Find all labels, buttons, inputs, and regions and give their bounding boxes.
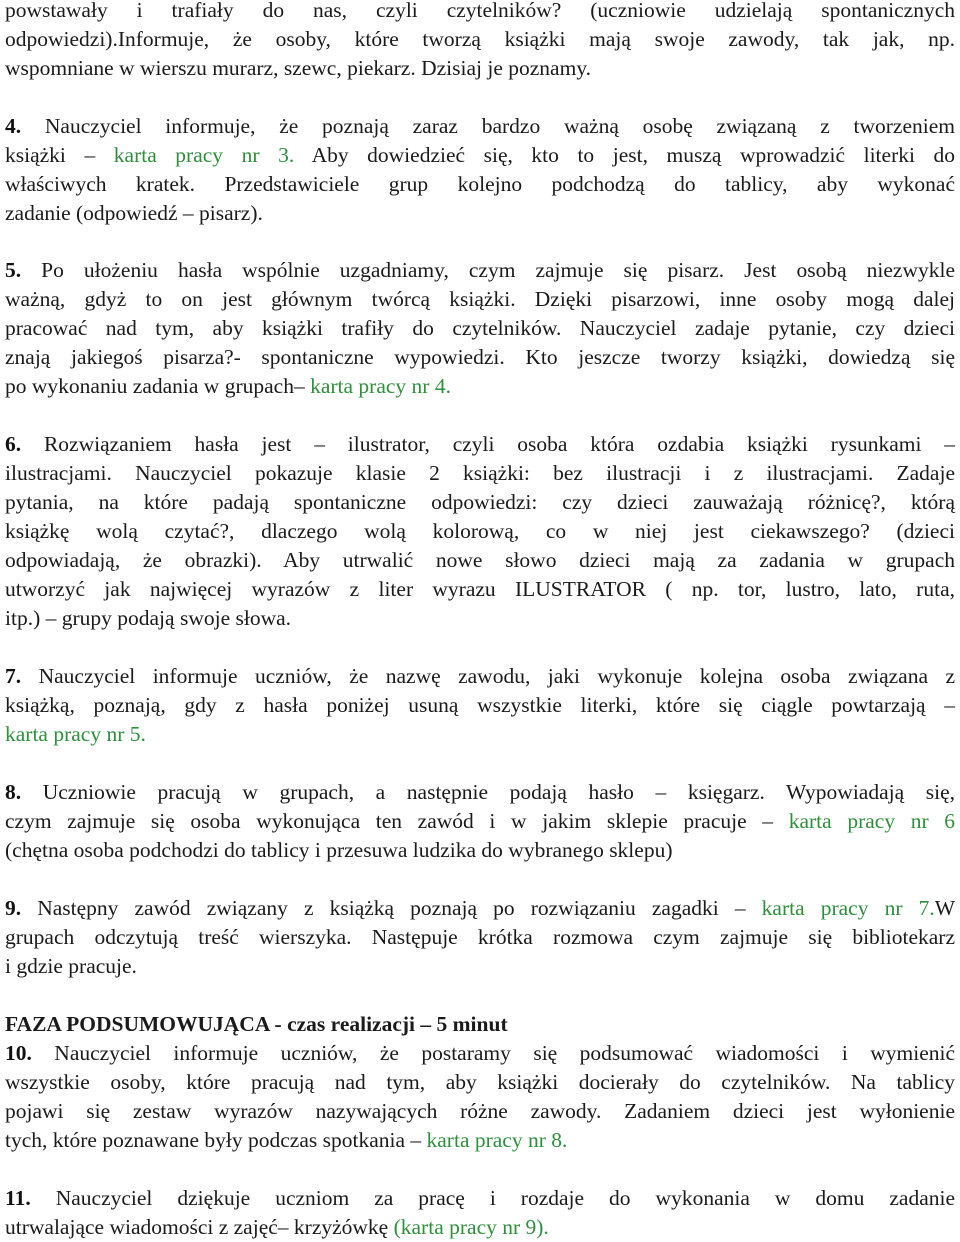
worksheet-reference: karta pracy nr 4.	[310, 374, 451, 398]
text-line	[5, 894, 955, 923]
step-5-paragraph	[5, 256, 955, 401]
text-span: książki –	[5, 143, 96, 167]
text-line: ważną, gdyż to on jest głównym twórcą książki. Dzięki pisarzowi, inne osoby mogą dalej	[5, 287, 955, 311]
step-10-paragraph	[5, 1039, 955, 1155]
step-number: 4.	[5, 114, 22, 138]
worksheet-reference: karta pracy nr 3.	[113, 143, 295, 167]
text-line: znają jakiegoś pisarza?- spontaniczne wypowiedzi. Kto jeszcze tworzy książki, dowiedzą się	[5, 345, 955, 369]
text-line	[5, 1039, 955, 1068]
text-line: właściwych kratek. Przedstawiciele grup kolejno podchodzą do tablicy, aby wykonać	[5, 172, 955, 196]
text-span: W	[934, 896, 955, 920]
step-number: 11.	[5, 1186, 31, 1210]
text-span: utrwalające wiadomości z zajęć– krzyżówkę	[5, 1215, 389, 1239]
text-span: Aby dowiedzieć się, kto to jest, muszą wprowadzić literki do	[311, 143, 956, 167]
text-span: Nauczyciel dziękuje uczniom za pracę i rozdaje do wykonania w domu zadanie	[55, 1186, 955, 1210]
text-line: utworzyć jak najwięcej wyrazów z liter wyrazu ILUSTRATOR ( np. tor, lustro, lato, ruta,	[5, 577, 955, 601]
text-line	[5, 256, 955, 285]
text-line: pytania, na które padają spontaniczne odpowiedzi: czy dzieci zauważają różnicę?, którą	[5, 490, 955, 514]
text-span: po wykonaniu zadania w grupach–	[5, 374, 305, 398]
text-line	[5, 720, 955, 749]
text-line: ilustracjami. Nauczyciel pokazuje klasie 2 książki: bez ilustracji i z ilustracjami. Zadaje	[5, 461, 955, 485]
step-11-paragraph	[5, 1184, 955, 1242]
step-9-paragraph	[5, 894, 955, 981]
text-line: odpowiadają, że obrazki). Aby utrwalić nowe słowo dzieci mają za zadania w grupach	[5, 548, 955, 572]
step-7-paragraph	[5, 662, 955, 749]
text-span: Nauczyciel informuje uczniów, że nazwę zawodu, jaki wykonuje kolejna osoba związana z	[38, 664, 955, 688]
step-number: 9.	[5, 896, 22, 920]
section-heading: FAZA PODSUMOWUJĄCA - czas realizacji – 5 minut	[5, 1012, 508, 1036]
worksheet-reference: karta pracy nr 7.	[761, 896, 935, 920]
text-line	[5, 1184, 955, 1213]
text-line	[5, 1126, 955, 1155]
worksheet-reference: (karta pracy nr 9).	[393, 1215, 549, 1239]
text-line: (chętna osoba podchodzi do tablicy i przesuwa ludzika do wybranego sklepu)	[5, 838, 673, 862]
summary-section	[5, 1010, 955, 1039]
text-line: powstawały i trafiały do nas, czyli czytelników? (uczniowie udzielają spontanicznych	[5, 0, 955, 22]
text-line	[5, 1213, 955, 1242]
step-number: 10.	[5, 1041, 32, 1065]
worksheet-reference: karta pracy nr 8.	[426, 1128, 568, 1152]
text-span: czym zajmuje się osoba wykonująca ten zawód i w jakim sklepie pracuje –	[5, 809, 774, 833]
text-line	[5, 141, 955, 170]
text-line: zadanie (odpowiedź – pisarz).	[5, 201, 263, 225]
text-line: wszystkie osoby, które pracują nad tym, aby książki docierały do czytelników. Na tablicy	[5, 1070, 955, 1094]
text-line: itp.) – grupy podają swoje słowa.	[5, 606, 292, 630]
text-line: i gdzie pracuje.	[5, 954, 137, 978]
text-span: Po ułożeniu hasła wspólnie uzgadniamy, czym zajmuje się pisarz. Jest osobą niezwykle	[41, 258, 955, 282]
step-number: 7.	[5, 664, 22, 688]
text-line: pojawi się zestaw wyrazów nazywających różne zawody. Zadaniem dzieci jest wyłonienie	[5, 1099, 955, 1123]
step-6-paragraph	[5, 430, 955, 633]
step-number: 6.	[5, 432, 22, 456]
worksheet-reference: karta pracy nr 6	[788, 809, 956, 833]
text-span: Rozwiązaniem hasła jest – ilustrator, czyli osoba która ozdabia książki rysunkami –	[43, 432, 956, 456]
step-number: 5.	[5, 258, 22, 282]
text-line: odpowiedzi).Informuje, że osoby, które tworzą książki mają swoje zawody, tak jak, np.	[5, 27, 955, 51]
text-line: wspomniane w wierszu murarz, szewc, piekarz. Dzisiaj je poznamy.	[5, 56, 592, 80]
text-span: Uczniowie pracują w grupach, a następnie podają hasło – księgarz. Wypowiadają się,	[42, 780, 955, 804]
text-line	[5, 372, 955, 401]
step-number: 8.	[5, 780, 22, 804]
text-line	[5, 778, 955, 807]
text-line	[5, 112, 955, 141]
text-line	[5, 662, 955, 691]
text-line: grupach odczytują treść wierszyka. Następuje krótka rozmowa czym zajmuje się bibliotekarz	[5, 925, 955, 949]
step-4-paragraph	[5, 112, 955, 228]
text-line	[5, 430, 955, 459]
intro-paragraph	[5, 0, 955, 83]
text-line: książką, poznają, gdy z hasła poniżej usuną wszystkie literki, które się ciągle powtarzają –	[5, 693, 955, 717]
text-line: pracować nad tym, aby książki trafiły do czytelników. Nauczyciel zadaje pytanie, czy dzieci	[5, 316, 955, 340]
text-span: Nauczyciel informuje uczniów, że postaramy się podsumować wiadomości i wymienić	[54, 1041, 955, 1065]
text-line	[5, 807, 955, 836]
text-line: książkę wolą czytać?, dlaczego wolą kolorową, co w niej jest ciekawszego? (dzieci	[5, 519, 955, 543]
text-span: Nauczyciel informuje, że poznają zaraz bardzo ważną osobę związaną z tworzeniem	[44, 114, 955, 138]
text-span: Następny zawód związany z książką poznają po rozwiązaniu zagadki –	[37, 896, 746, 920]
step-8-paragraph	[5, 778, 955, 865]
text-span: tych, które poznawane były podczas spotkania –	[5, 1128, 422, 1152]
worksheet-reference: karta pracy nr 5.	[5, 722, 146, 746]
